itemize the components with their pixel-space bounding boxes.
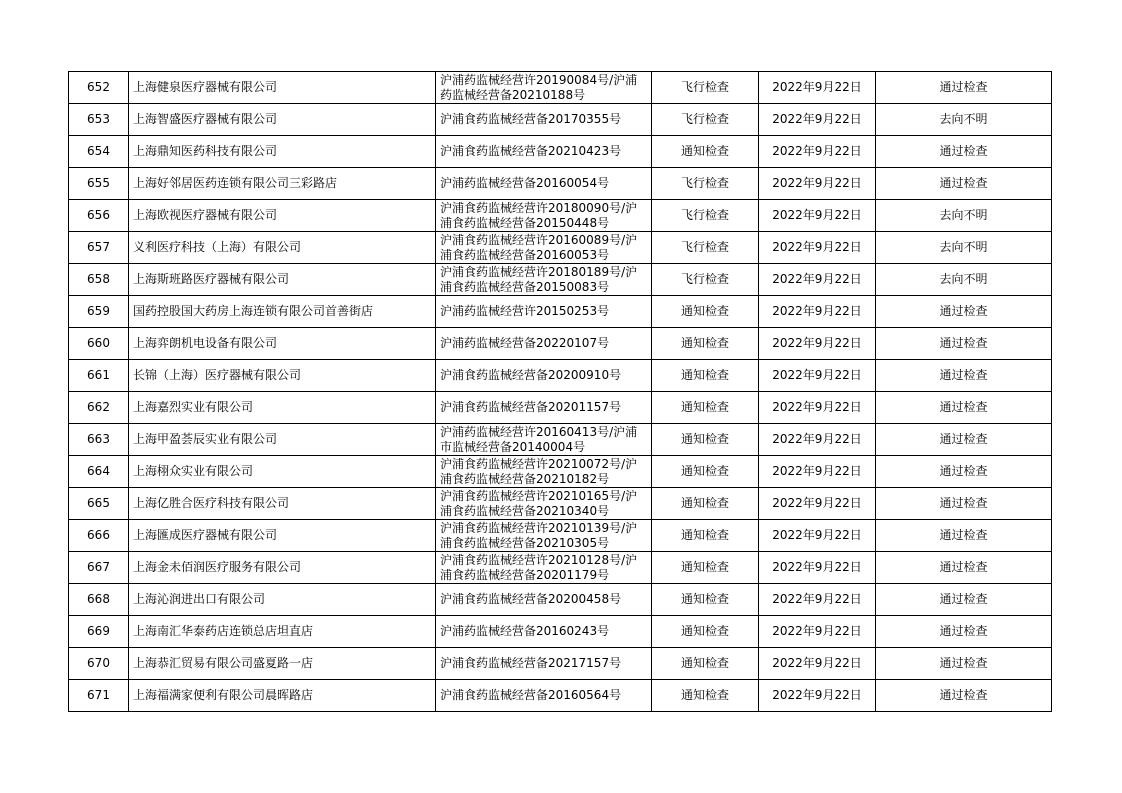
table-row [69,616,1052,648]
company-name: 上海匯成医疗器械有限公司 [129,520,436,552]
table-row [69,392,1052,424]
license-number: 沪浦药监械经营许20190084号/沪浦药监械经营备20210188号 [436,72,652,104]
license-number: 沪浦食药监械经营许20160089号/沪浦食药监械经营备20160053号 [436,232,652,264]
inspection-result: 去向不明 [876,264,1052,296]
license-number: 沪浦食药监械经营备20160564号 [436,680,652,712]
inspection-date: 2022年9月22日 [759,488,876,520]
row-number: 669 [69,616,129,648]
inspection-result: 通过检查 [876,328,1052,360]
inspection-date: 2022年9月22日 [759,456,876,488]
table-row [69,648,1052,680]
inspection-type: 飞行检查 [652,264,759,296]
license-number: 沪浦药监械经营许20160413号/沪浦市监械经营备20140004号 [436,424,652,456]
license-number: 沪浦药监械经营备20160243号 [436,616,652,648]
company-name: 长锦（上海）医疗器械有限公司 [129,360,436,392]
inspection-type: 通知检查 [652,456,759,488]
table-row [69,264,1052,296]
inspection-date: 2022年9月22日 [759,72,876,104]
inspection-type: 通知检查 [652,648,759,680]
company-name: 上海亿胜合医疗科技有限公司 [129,488,436,520]
company-name: 上海健泉医疗器械有限公司 [129,72,436,104]
company-name: 上海福满家便利有限公司晨晖路店 [129,680,436,712]
inspection-date: 2022年9月22日 [759,648,876,680]
company-name: 国药控股国大药房上海连锁有限公司首善街店 [129,296,436,328]
inspection-result: 通过检查 [876,136,1052,168]
license-number: 沪浦食药监械经营许20180090号/沪浦食药监械经营备20150448号 [436,200,652,232]
license-number: 沪浦食药监械经营许20210128号/沪浦食药监械经营备20201179号 [436,552,652,584]
inspection-result: 通过检查 [876,584,1052,616]
table-row [69,424,1052,456]
inspection-type: 通知检查 [652,520,759,552]
inspection-result: 去向不明 [876,232,1052,264]
inspection-result: 通过检查 [876,296,1052,328]
row-number: 658 [69,264,129,296]
row-number: 655 [69,168,129,200]
inspection-result: 去向不明 [876,104,1052,136]
inspection-date: 2022年9月22日 [759,264,876,296]
inspection-type: 飞行检查 [652,104,759,136]
row-number: 661 [69,360,129,392]
inspection-date: 2022年9月22日 [759,616,876,648]
inspection-date: 2022年9月22日 [759,328,876,360]
inspection-result: 通过检查 [876,72,1052,104]
company-name: 义利医疗科技（上海）有限公司 [129,232,436,264]
inspection-date: 2022年9月22日 [759,680,876,712]
inspection-type: 通知检查 [652,328,759,360]
row-number: 659 [69,296,129,328]
inspection-result: 通过检查 [876,648,1052,680]
inspection-date: 2022年9月22日 [759,104,876,136]
table-row [69,136,1052,168]
inspection-type: 通知检查 [652,424,759,456]
inspection-date: 2022年9月22日 [759,232,876,264]
company-name: 上海好邻居医药连锁有限公司三彩路店 [129,168,436,200]
table-row [69,232,1052,264]
table-row [69,552,1052,584]
table-row [69,296,1052,328]
table-row [69,584,1052,616]
license-number: 沪浦食药监械经营备20217157号 [436,648,652,680]
license-number: 沪浦食药监械经营备20200910号 [436,360,652,392]
inspection-result: 通过检查 [876,360,1052,392]
company-name: 上海南汇华泰药店连锁总店坦直店 [129,616,436,648]
table-row [69,104,1052,136]
company-name: 上海栩众实业有限公司 [129,456,436,488]
row-number: 671 [69,680,129,712]
company-name: 上海斯班路医疗器械有限公司 [129,264,436,296]
row-number: 664 [69,456,129,488]
table-row [69,72,1052,104]
table-row [69,680,1052,712]
table-row [69,168,1052,200]
license-number: 沪浦食药监械经营许20180189号/沪浦食药监械经营备20150083号 [436,264,652,296]
inspection-result: 通过检查 [876,488,1052,520]
inspection-result: 通过检查 [876,424,1052,456]
inspection-result: 通过检查 [876,456,1052,488]
inspection-date: 2022年9月22日 [759,136,876,168]
row-number: 668 [69,584,129,616]
row-number: 660 [69,328,129,360]
row-number: 656 [69,200,129,232]
inspection-result: 通过检查 [876,552,1052,584]
inspection-type: 通知检查 [652,360,759,392]
inspection-result: 通过检查 [876,616,1052,648]
inspection-type: 通知检查 [652,488,759,520]
inspection-type: 通知检查 [652,680,759,712]
license-number: 沪浦食药监械经营备20210423号 [436,136,652,168]
inspection-type: 飞行检查 [652,168,759,200]
inspection-type: 通知检查 [652,552,759,584]
inspection-date: 2022年9月22日 [759,552,876,584]
inspection-result: 通过检查 [876,392,1052,424]
company-name: 上海金未佰润医疗服务有限公司 [129,552,436,584]
row-number: 666 [69,520,129,552]
table-row [69,456,1052,488]
company-name: 上海智盛医疗器械有限公司 [129,104,436,136]
row-number: 662 [69,392,129,424]
license-number: 沪浦药监械经营备20220107号 [436,328,652,360]
inspection-result: 通过检查 [876,520,1052,552]
inspection-date: 2022年9月22日 [759,424,876,456]
license-number: 沪浦食药监械经营备20170355号 [436,104,652,136]
row-number: 663 [69,424,129,456]
inspection-type: 飞行检查 [652,200,759,232]
row-number: 667 [69,552,129,584]
license-number: 沪浦食药监械经营备20201157号 [436,392,652,424]
inspection-type: 通知检查 [652,392,759,424]
inspection-result: 去向不明 [876,200,1052,232]
inspection-date: 2022年9月22日 [759,584,876,616]
inspection-date: 2022年9月22日 [759,520,876,552]
company-name: 上海弈朗机电设备有限公司 [129,328,436,360]
inspection-result: 通过检查 [876,168,1052,200]
license-number: 沪浦药监械经营许20150253号 [436,296,652,328]
inspection-type: 通知检查 [652,616,759,648]
table-row [69,360,1052,392]
license-number: 沪浦食药监械经营许20210139号/沪浦食药监械经营备20210305号 [436,520,652,552]
row-number: 652 [69,72,129,104]
license-number: 沪浦药监械经营备20160054号 [436,168,652,200]
table-row [69,520,1052,552]
inspection-type: 飞行检查 [652,72,759,104]
inspection-type: 飞行检查 [652,232,759,264]
inspection-result: 通过检查 [876,680,1052,712]
license-number: 沪浦食药监械经营备20200458号 [436,584,652,616]
inspection-date: 2022年9月22日 [759,200,876,232]
table-row [69,200,1052,232]
company-name: 上海沁润进出口有限公司 [129,584,436,616]
table-row [69,328,1052,360]
row-number: 653 [69,104,129,136]
license-number: 沪浦食药监械经营许20210072号/沪浦食药监械经营备20210182号 [436,456,652,488]
license-number: 沪浦食药监械经营许20210165号/沪浦食药监械经营备20210340号 [436,488,652,520]
inspection-table [68,71,1052,712]
inspection-date: 2022年9月22日 [759,392,876,424]
table-row [69,488,1052,520]
row-number: 665 [69,488,129,520]
inspection-type: 通知检查 [652,136,759,168]
inspection-date: 2022年9月22日 [759,360,876,392]
inspection-type: 通知检查 [652,296,759,328]
table-body [69,72,1052,712]
row-number: 657 [69,232,129,264]
row-number: 670 [69,648,129,680]
company-name: 上海甲盈荟辰实业有限公司 [129,424,436,456]
company-name: 上海嘉烈实业有限公司 [129,392,436,424]
inspection-date: 2022年9月22日 [759,296,876,328]
company-name: 上海恭汇贸易有限公司盛夏路一店 [129,648,436,680]
company-name: 上海欧视医疗器械有限公司 [129,200,436,232]
inspection-type: 通知检查 [652,584,759,616]
row-number: 654 [69,136,129,168]
company-name: 上海鼎知医药科技有限公司 [129,136,436,168]
inspection-date: 2022年9月22日 [759,168,876,200]
